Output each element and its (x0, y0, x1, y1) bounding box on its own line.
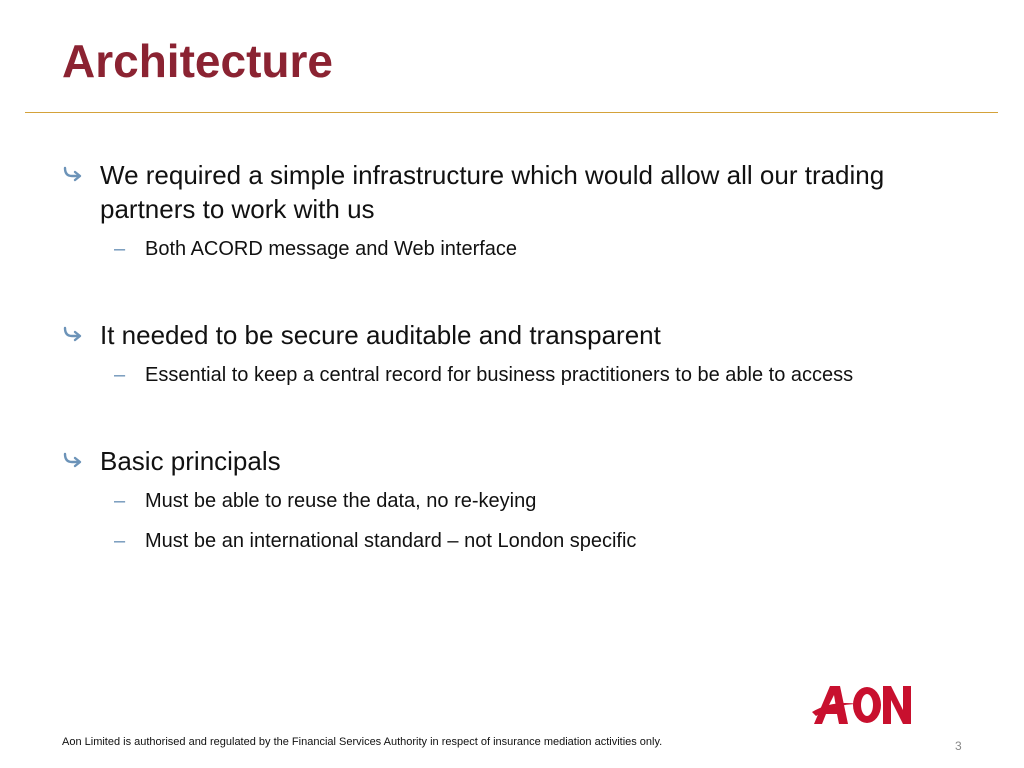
sub-bullet-item (62, 236, 982, 262)
bullet-item (62, 158, 982, 226)
sub-bullet-text: Essential to keep a central record for business practitioners to be able to access (145, 364, 854, 386)
hooked-arrow-icon (62, 444, 84, 478)
footer-disclaimer: Aon Limited is authorised and regulated by the Financial Services Authority in respect of insurance mediation activities only. (62, 736, 663, 748)
dash-icon: – (114, 490, 126, 512)
hooked-arrow-icon (62, 158, 84, 192)
bullet-text: We required a simple infrastructure which would allow all our trading partners to work with us (100, 160, 885, 224)
dash-icon: – (114, 530, 126, 552)
sub-bullet-item (62, 488, 982, 514)
dash-icon: – (114, 364, 126, 386)
slide-title: Architecture (62, 35, 333, 87)
sub-bullet-text: Must be able to reuse the data, no re-keying (145, 490, 537, 512)
bullet-item (62, 444, 982, 478)
sub-bullet-text: Both ACORD message and Web interface (145, 238, 518, 260)
page-number: 3 (955, 739, 962, 753)
sub-bullet-text: Must be an international standard – not London specific (145, 530, 637, 552)
bullet-text: Basic principals (100, 446, 281, 476)
hooked-arrow-icon (62, 318, 84, 352)
slide-content (62, 158, 982, 554)
sub-bullet-item (62, 528, 982, 554)
title-divider (25, 112, 998, 113)
bullet-item (62, 318, 982, 352)
dash-icon: – (114, 238, 126, 260)
aon-logo (812, 682, 912, 726)
sub-bullet-item (62, 362, 982, 388)
bullet-text: It needed to be secure auditable and transparent (100, 320, 661, 350)
